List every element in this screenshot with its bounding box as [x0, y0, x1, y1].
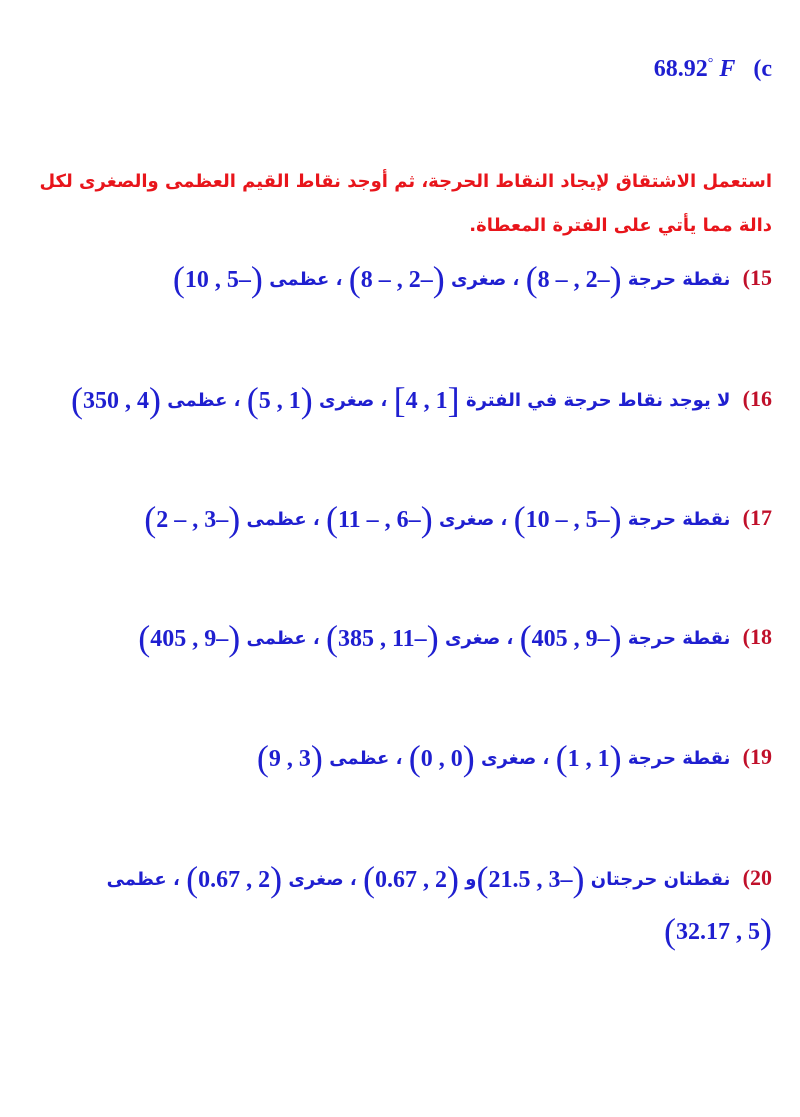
degree-symbol: ° [707, 56, 714, 71]
min-point: (0.67 , 2) [186, 859, 283, 899]
max-label: ، عظمى [167, 390, 241, 411]
max-point: (405 , 9–) [138, 618, 241, 658]
instruction-text: استعمل الاشتقاق لإيجاد النقاط الحرجة، ثم أوجد نقاط القيم العظمى والصغرى لكل دالة مما يأتي على الفترة المعطاة. [39, 171, 772, 236]
unit-label: F [719, 56, 736, 82]
part-label: (c [753, 56, 772, 82]
max-label: ، عظمى [246, 628, 320, 649]
max-label: ، عظمى [329, 748, 403, 769]
critical-point: (10 – , 5–) [513, 499, 622, 539]
answer-row-16 [32, 379, 772, 421]
question-number: 15) [742, 265, 772, 290]
answer-row-18 [32, 617, 772, 659]
answer-row-17 [32, 498, 772, 540]
max-label: ، عظمى [269, 269, 343, 290]
max-point: (350 , 4) [70, 380, 161, 420]
min-label: ، صغرى [288, 869, 357, 890]
critical-point: (405 , 9–) [519, 618, 622, 658]
answer-row-19 [32, 737, 772, 779]
question-number: 18) [742, 624, 772, 649]
question-number: 19) [742, 744, 772, 769]
min-label: ، صغرى [480, 748, 550, 769]
critical-point-1: (21.5 , 3–) [476, 859, 585, 899]
question-number: 16) [742, 386, 772, 411]
answer-row-20-continued [32, 912, 772, 952]
critical-label: نقطة حرجة [627, 509, 731, 530]
critical-point-2: (0.67 , 2) [363, 859, 460, 899]
question-number: 20) [742, 865, 772, 890]
max-point: (32.17 , 5) [664, 911, 772, 951]
min-point: (11 – , 6–) [326, 499, 433, 539]
min-point: (8 – , 2–) [348, 259, 445, 299]
interval: [4 , 1] [393, 380, 460, 420]
answer-row-15 [32, 258, 772, 300]
min-point: (0 , 0) [408, 738, 475, 778]
max-point: (2 – , 3–) [144, 499, 241, 539]
min-point: (5 , 1) [246, 380, 313, 420]
and-label: و [465, 869, 477, 890]
critical-label: نقطة حرجة [627, 748, 731, 769]
critical-label: لا يوجد نقاط حرجة في الفترة [465, 390, 731, 411]
answer-row-20 [32, 858, 772, 900]
critical-label: نقطة حرجة [627, 269, 731, 290]
critical-point: (1 , 1) [555, 738, 622, 778]
answer-c [654, 56, 772, 83]
answer-value: 68.92 [653, 56, 708, 82]
max-label: ، عظمى [246, 509, 320, 530]
min-label: ، صغرى [450, 269, 520, 290]
min-label: ، صغرى [319, 390, 388, 411]
min-label: ، صغرى [444, 628, 514, 649]
min-point: (385 , 11–) [326, 618, 439, 658]
max-point: (9 , 3) [256, 738, 323, 778]
question-number: 17) [742, 505, 772, 530]
critical-label: نقطة حرجة [627, 628, 731, 649]
critical-label: نقطتان حرجتان [590, 869, 731, 890]
min-label: ، صغرى [438, 509, 508, 530]
max-label: ، عظمى [106, 869, 180, 890]
critical-point: (8 – , 2–) [525, 259, 622, 299]
max-point: (10 , 5–) [172, 259, 263, 299]
